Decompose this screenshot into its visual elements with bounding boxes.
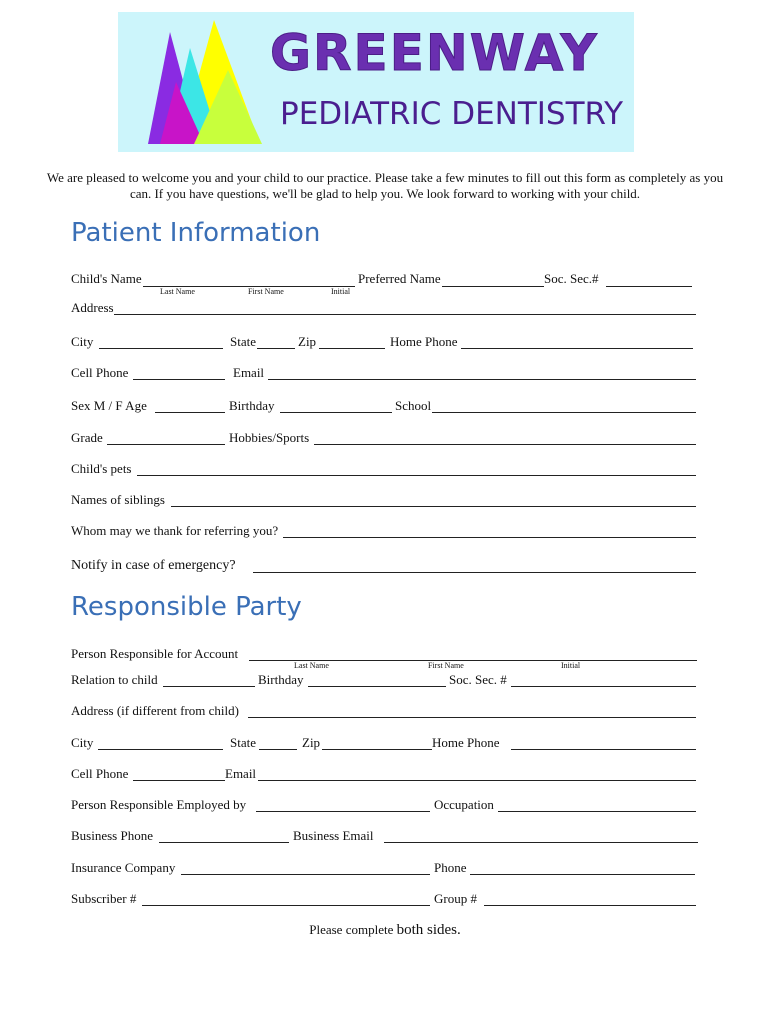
- emergency-field[interactable]: [253, 560, 696, 573]
- sex-age-label: Sex M / F Age: [71, 398, 147, 413]
- practice-name: GREENWAY: [270, 24, 599, 82]
- pets-label: Child's pets: [71, 461, 132, 476]
- employed-by-label: Person Responsible Employed by: [71, 797, 247, 812]
- business-phone-field[interactable]: [159, 830, 289, 843]
- rp-first-name-caption: First Name: [428, 661, 464, 670]
- insurance-phone-label: Phone: [434, 860, 467, 875]
- rp-birthday-field[interactable]: [308, 674, 446, 687]
- person-responsible-label: Person Responsible for Account: [71, 646, 239, 661]
- business-email-field[interactable]: [384, 830, 698, 843]
- zip-label: Zip: [298, 334, 317, 349]
- relation-label: Relation to child: [71, 672, 158, 687]
- rp-state-label: State: [230, 735, 256, 750]
- footer-emphasis: both sides.: [396, 922, 461, 938]
- rp-zip-field[interactable]: [322, 737, 432, 750]
- address-label: Address: [71, 300, 114, 315]
- intro-text: We are pleased to welcome you and your child to our practice. Please take a few minutes to fill out this form as completely as you can. If you have questions, we'll be glad to help you. We look forward to working with your child.: [46, 170, 724, 201]
- emergency-label: Notify in case of emergency?: [71, 558, 236, 573]
- rp-zip-label: Zip: [302, 735, 321, 750]
- business-phone-label: Business Phone: [71, 828, 153, 843]
- state-label: State: [230, 334, 256, 349]
- rp-cell-phone-field[interactable]: [133, 768, 225, 781]
- email-label: Email: [233, 365, 265, 380]
- rp-last-name-caption: Last Name: [294, 661, 329, 670]
- rp-home-phone-field[interactable]: [511, 737, 696, 750]
- childs-name-field[interactable]: [143, 274, 355, 287]
- school-label: School: [395, 398, 432, 413]
- hobbies-field[interactable]: [314, 432, 696, 445]
- rp-soc-sec-label: Soc. Sec. #: [449, 672, 507, 687]
- occupation-label: Occupation: [434, 797, 494, 812]
- zip-field[interactable]: [319, 336, 385, 349]
- cell-phone-label: Cell Phone: [71, 365, 129, 380]
- insurance-phone-field[interactable]: [470, 862, 695, 875]
- hobbies-label: Hobbies/Sports: [229, 430, 310, 445]
- rp-address-label: Address (if different from child): [71, 703, 239, 718]
- rp-state-field[interactable]: [259, 737, 297, 750]
- rp-email-label: Email: [225, 766, 257, 781]
- relation-field[interactable]: [163, 674, 255, 687]
- rp-email-field[interactable]: [258, 768, 696, 781]
- footer-note: [0, 922, 770, 939]
- footer-text: Please complete: [309, 922, 394, 937]
- pets-field[interactable]: [137, 463, 696, 476]
- last-name-caption: Last Name: [160, 287, 195, 296]
- rp-home-phone-label: Home Phone: [432, 735, 500, 750]
- home-phone-field[interactable]: [461, 336, 693, 349]
- practice-subtitle: PEDIATRIC DENTISTRY: [280, 96, 624, 132]
- address-field[interactable]: [114, 302, 696, 315]
- responsible-party-heading: Responsible Party: [71, 592, 302, 622]
- insurance-field[interactable]: [181, 862, 430, 875]
- rp-city-label: City: [71, 735, 94, 750]
- city-field[interactable]: [99, 336, 223, 349]
- soc-sec-label: Soc. Sec.#: [544, 271, 599, 286]
- patient-info-heading: Patient Information: [71, 218, 321, 248]
- city-label: City: [71, 334, 94, 349]
- employed-by-field[interactable]: [256, 799, 430, 812]
- birthday-field[interactable]: [280, 400, 392, 413]
- soc-sec-field[interactable]: [606, 274, 692, 287]
- first-name-caption: First Name: [248, 287, 284, 296]
- birthday-label: Birthday: [229, 398, 275, 413]
- rp-address-field[interactable]: [248, 705, 696, 718]
- rp-birthday-label: Birthday: [258, 672, 304, 687]
- state-field[interactable]: [257, 336, 295, 349]
- initial-caption: Initial: [331, 287, 351, 296]
- school-field[interactable]: [432, 400, 696, 413]
- group-field[interactable]: [484, 893, 696, 906]
- siblings-field[interactable]: [171, 494, 696, 507]
- home-phone-label: Home Phone: [390, 334, 458, 349]
- referral-label: Whom may we thank for referring you?: [71, 523, 279, 538]
- childs-name-label: Child's Name: [71, 271, 142, 286]
- cell-phone-field[interactable]: [133, 367, 225, 380]
- occupation-field[interactable]: [498, 799, 696, 812]
- referral-field[interactable]: [283, 525, 696, 538]
- grade-field[interactable]: [107, 432, 225, 445]
- rp-cell-phone-label: Cell Phone: [71, 766, 129, 781]
- age-field[interactable]: [155, 400, 225, 413]
- siblings-label: Names of siblings: [71, 492, 165, 507]
- preferred-name-label: Preferred Name: [358, 271, 441, 286]
- person-responsible-field[interactable]: [249, 648, 697, 661]
- rp-soc-sec-field[interactable]: [511, 674, 696, 687]
- mountain-logo-icon: [138, 12, 288, 152]
- business-email-label: Business Email: [293, 828, 374, 843]
- rp-initial-caption: Initial: [561, 661, 581, 670]
- preferred-name-field[interactable]: [442, 274, 544, 287]
- insurance-label: Insurance Company: [71, 860, 176, 875]
- subscriber-field[interactable]: [142, 893, 430, 906]
- email-field[interactable]: [268, 367, 696, 380]
- subscriber-label: Subscriber #: [71, 891, 137, 906]
- grade-label: Grade: [71, 430, 103, 445]
- rp-city-field[interactable]: [98, 737, 223, 750]
- group-label: Group #: [434, 891, 477, 906]
